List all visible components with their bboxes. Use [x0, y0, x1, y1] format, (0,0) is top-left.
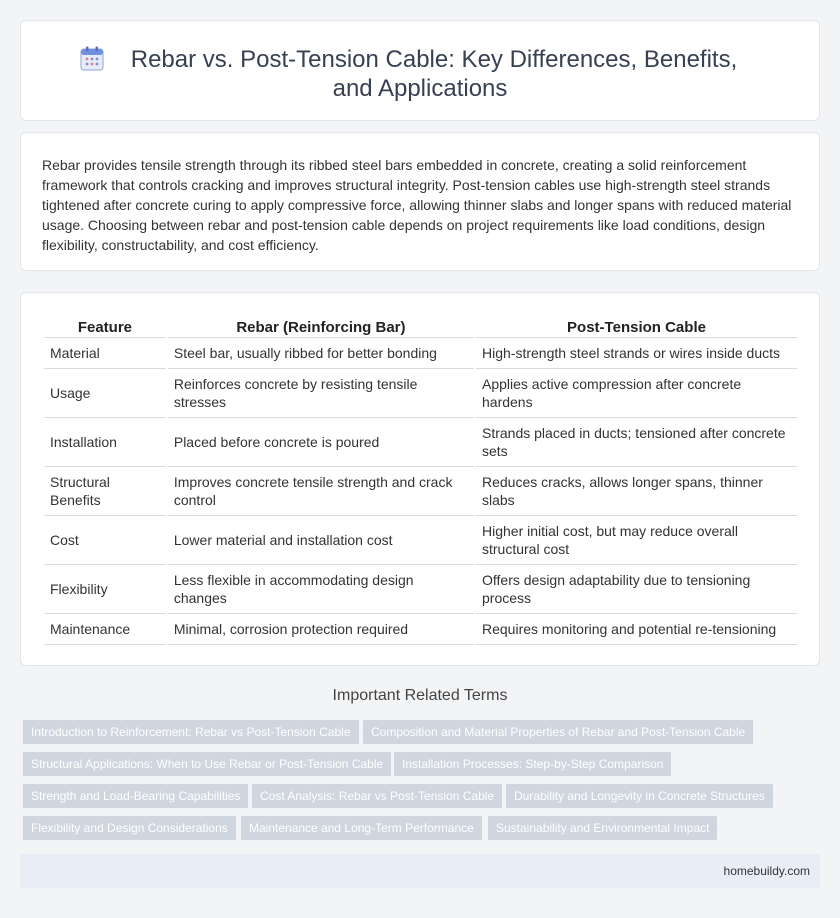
- related-term-link[interactable]: Structural Applications: When to Use Rebar or Post-Tension Cable: [23, 752, 391, 776]
- table-cell: High-strength steel strands or wires inside ducts: [476, 338, 797, 369]
- table-cell: Applies active compression after concrete hardens: [476, 369, 797, 418]
- related-term-link[interactable]: Composition and Material Properties of Rebar and Post-Tension Cable: [363, 720, 753, 744]
- table-cell: Placed before concrete is poured: [168, 418, 474, 467]
- table-cell: Usage: [44, 369, 166, 418]
- related-terms-heading: Important Related Terms: [332, 687, 508, 704]
- intro-paragraph: Rebar provides tensile strength through its ribbed steel bars embedded in concrete, creating a solid reinforcement framework that controls cracking and improves structural integrity. Post-tension cables use high-strength steel strands tightened after concrete curing to apply compressive force, allowing thinner slabs and longer spans with reduced material usage. Choosing between rebar and post-tension cable depends on project requirements like load conditions, design flexibility, constructability, and cost efficiency.: [42, 157, 792, 253]
- table-row: [44, 369, 797, 418]
- table-row: [44, 338, 797, 369]
- table-cell: Structural Benefits: [44, 467, 166, 516]
- table-cell: Flexibility: [44, 565, 166, 614]
- table-row: [44, 467, 797, 516]
- table-header-row: [44, 314, 797, 338]
- table-row: [44, 614, 797, 645]
- table-cell: Lower material and installation cost: [168, 516, 474, 565]
- title-card: [20, 20, 820, 121]
- table-row: [44, 565, 797, 614]
- related-term-link[interactable]: Sustainability and Environmental Impact: [488, 816, 717, 840]
- table-cell: Offers design adaptability due to tensioning process: [476, 565, 797, 614]
- table-cell: Reinforces concrete by resisting tensile stresses: [168, 369, 474, 418]
- table-cell: Reduces cracks, allows longer spans, thinner slabs: [476, 467, 797, 516]
- related-term-link[interactable]: Introduction to Reinforcement: Rebar vs Post-Tension Cable: [23, 720, 359, 744]
- table-cell: Maintenance: [44, 614, 166, 645]
- related-term-link[interactable]: Strength and Load-Bearing Capabilities: [23, 784, 248, 808]
- footer-site-link[interactable]: homebuildy.com: [723, 864, 810, 878]
- comparison-table: [42, 314, 799, 645]
- table-cell: Steel bar, usually ribbed for better bonding: [168, 338, 474, 369]
- table-row: [44, 516, 797, 565]
- table-cell: Cost: [44, 516, 166, 565]
- table-row: [44, 418, 797, 467]
- table-header: Rebar (Reinforcing Bar): [168, 314, 474, 338]
- table-cell: Installation: [44, 418, 166, 467]
- table-cell: Higher initial cost, but may reduce overall structural cost: [476, 516, 797, 565]
- related-term-link[interactable]: Flexibility and Design Considerations: [23, 816, 236, 840]
- intro-card: [20, 132, 820, 271]
- table-cell: Less flexible in accommodating design changes: [168, 565, 474, 614]
- table-cell: Strands placed in ducts; tensioned after concrete sets: [476, 418, 797, 467]
- related-term-link[interactable]: Cost Analysis: Rebar vs Post-Tension Cable: [252, 784, 502, 808]
- page-title: Rebar vs. Post-Tension Cable: Key Differences, Benefits, and Applications: [130, 46, 738, 102]
- comparison-card: [20, 292, 820, 666]
- table-header: Feature: [44, 314, 166, 338]
- table-header: Post-Tension Cable: [476, 314, 797, 338]
- related-term-link[interactable]: Installation Processes: Step-by-Step Comparison: [394, 752, 671, 776]
- table-cell: Minimal, corrosion protection required: [168, 614, 474, 645]
- footer: [20, 854, 820, 888]
- table-cell: Improves concrete tensile strength and crack control: [168, 467, 474, 516]
- table-cell: Material: [44, 338, 166, 369]
- related-term-link[interactable]: Durability and Longevity in Concrete Structures: [506, 784, 773, 808]
- related-term-link[interactable]: Maintenance and Long-Term Performance: [241, 816, 482, 840]
- table-cell: Requires monitoring and potential re-tensioning: [476, 614, 797, 645]
